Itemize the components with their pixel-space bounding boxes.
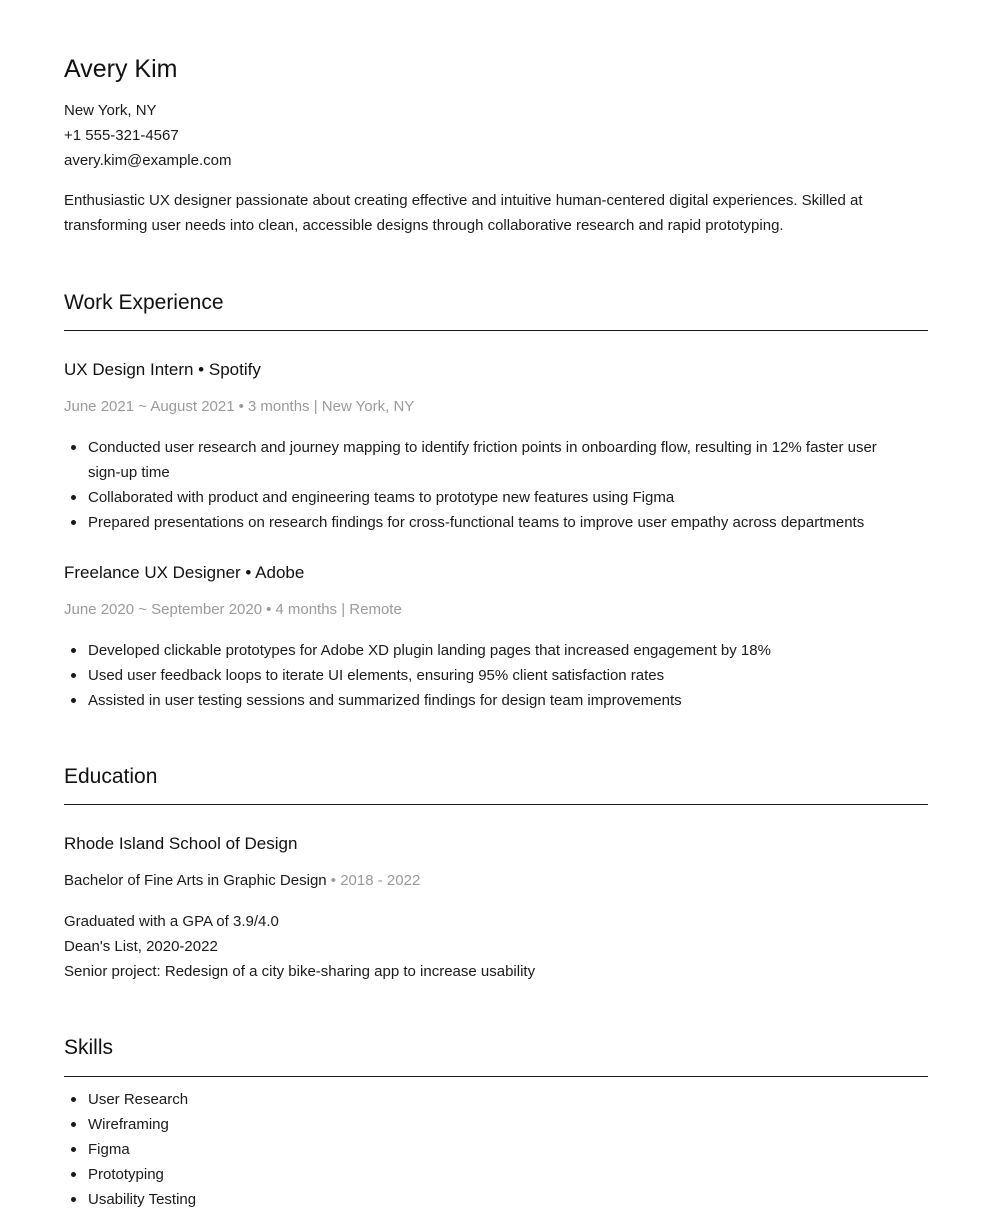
- job-meta: [64, 600, 402, 620]
- degree-line: [64, 871, 420, 891]
- summary: Enthusiastic UX designer passionate about creating effective and intuitive human-centered digital experiences. Skilled at transforming user needs into clean, accessible designs through collaborative research and rapid prototyping.: [64, 192, 863, 234]
- section-title-education: Education: [64, 765, 158, 788]
- meta-separator: •: [266, 601, 272, 618]
- candidate-name: Avery Kim: [64, 55, 178, 83]
- section-divider: [64, 1076, 928, 1077]
- location: New York, NY: [64, 102, 157, 119]
- list-item: Conducted user research and journey mapping to identify friction points in onboarding flow, resulting in 12% faster user sign-up time: [64, 435, 928, 485]
- list-item: Prototyping: [64, 1162, 928, 1187]
- job-dates: June 2021 ~ August 2021: [64, 398, 235, 415]
- list-item: Developed clickable prototypes for Adobe XD plugin landing pages that increased engagement by 18%: [64, 638, 928, 663]
- list-item: Collaborated with product and engineering teams to prototype new features using Figma: [64, 485, 928, 510]
- job-title: Freelance UX Designer • Adobe: [64, 563, 305, 582]
- list-item: Wireframing: [64, 1112, 928, 1137]
- job-details: 3 months | New York, NY: [247, 398, 415, 415]
- skills-list: [64, 1087, 928, 1212]
- education-notes: [64, 909, 535, 984]
- job-dates: June 2020 ~ September 2020: [64, 601, 263, 618]
- list-item: Dean's List, 2020-2022: [64, 938, 218, 955]
- degree: Bachelor of Fine Arts in Graphic Design: [64, 872, 327, 889]
- list-item: Senior project: Redesign of a city bike-sharing app to increase usability: [64, 963, 536, 980]
- list-item: User Research: [64, 1087, 928, 1112]
- education-years: • 2018 - 2022: [330, 872, 421, 889]
- list-item: Used user feedback loops to iterate UI elements, ensuring 95% client satisfaction rates: [64, 663, 928, 688]
- list-item: Figma: [64, 1137, 928, 1162]
- section-title-skills: Skills: [64, 1036, 114, 1059]
- job-bullets: [64, 638, 928, 713]
- job-details: 4 months | Remote: [275, 601, 402, 618]
- list-item: Prepared presentations on research findings for cross-functional teams to improve user empathy across departments: [64, 510, 928, 535]
- email: avery.kim@example.com: [64, 152, 232, 169]
- list-item: Graduated with a GPA of 3.9/4.0: [64, 913, 279, 930]
- section-divider: [64, 804, 928, 805]
- school-name: Rhode Island School of Design: [64, 834, 298, 853]
- job-title: UX Design Intern • Spotify: [64, 360, 261, 379]
- list-item: Assisted in user testing sessions and summarized findings for design team improvements: [64, 688, 928, 713]
- list-item: Usability Testing: [64, 1187, 928, 1212]
- section-divider: [64, 330, 928, 331]
- job-bullets: [64, 435, 928, 535]
- section-title-work: Work Experience: [64, 291, 224, 314]
- meta-separator: •: [238, 398, 244, 415]
- phone: +1 555-321-4567: [64, 127, 179, 144]
- job-meta: [64, 397, 414, 417]
